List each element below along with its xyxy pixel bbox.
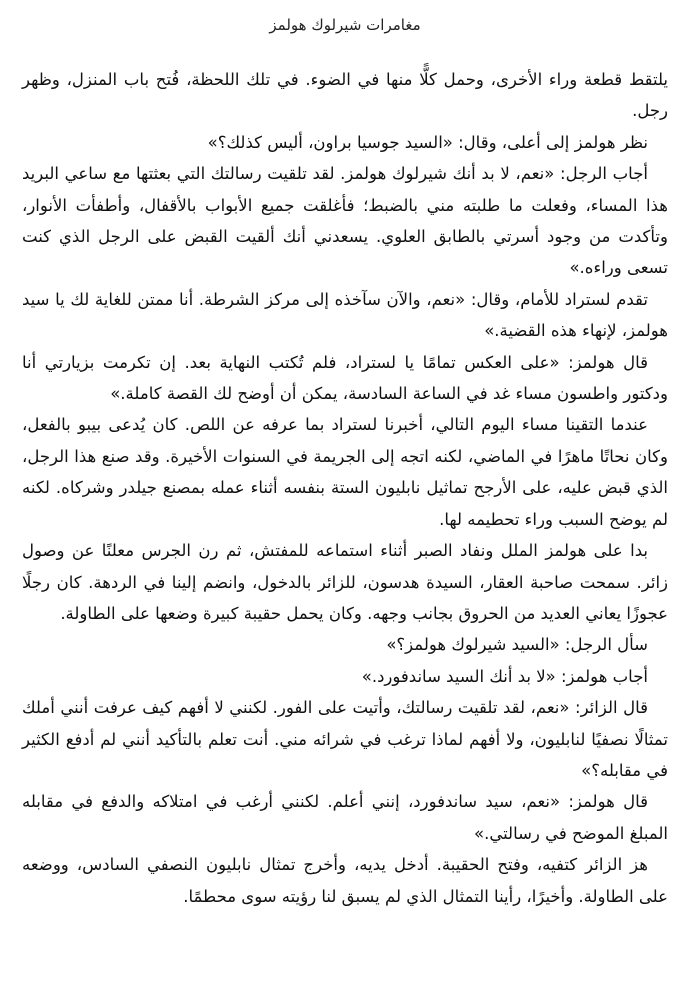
paragraph: قال هولمز: «على العكس تمامًا يا لستراد، فلم تُكتب النهاية بعد. إن تكرمت بزيارتي أنا ودكتور واطسون مساء غد في الساعة السادسة، يمكن أن أوضح لك القصة كاملة.» bbox=[22, 352, 668, 404]
paragraph: قال هولمز: «نعم، سيد ساندفورد، إنني أعلم. لكنني أرغب في امتلاكه والدفع في مقابله المبلغ الموضح في رسالتي.» bbox=[22, 792, 668, 843]
paragraph: يلتقط قطعة وراء الأخرى، وحمل كلًّا منها في الضوء. في تلك اللحظة، فُتح باب المنزل، وظهر رجل. bbox=[22, 70, 668, 121]
running-header: مغامرات شيرلوك هولمز bbox=[269, 16, 421, 34]
paragraph: قال الزائر: «نعم، لقد تلقيت رسالتك، وأتيت على الفور. لكنني لا أفهم كيف عرفت أنني أملك تمثالًا نصفيًا لنابليون، ولا أفهم لماذا ترغب في شرائه مني. أنت تعلم بالتأكيد أنني لم أدفع الكثير في مقابله؟» bbox=[22, 698, 668, 780]
paragraph: سأل الرجل: «السيد شيرلوك هولمز؟» bbox=[386, 635, 648, 655]
paragraph: نظر هولمز إلى أعلى، وقال: «السيد جوسيا براون، أليس كذلك؟» bbox=[207, 132, 648, 152]
paragraph: هز الزائر كتفيه، وفتح الحقيبة. أدخل يديه، وأخرج تمثال نابليون النصفي السادس، ووضعه على الطاولة. وأخيرًا، رأينا التمثال الذي لم يسبق لنا رؤيته سوى محطمًا. bbox=[22, 855, 668, 906]
paragraph: عندما التقينا مساء اليوم التالي، أخبرنا لستراد بما عرفه عن اللص. كان يُدعى بيبو بالفعل، وكان نحاتًا ماهرًا في الماضي، لكنه اتجه إلى الجريمة في السنوات الأخيرة. وقد صنع هذا الرجل، الذي قبض عليه، على الأرجح تماثيل نابليون الستة بنفسه أثناء عمله بمصنع جيلدر وشركاه. لكنه لم يوضح السبب وراء تحطيمه لها. bbox=[22, 415, 668, 529]
paragraph: أجاب هولمز: «لا بد أنك السيد ساندفورد.» bbox=[361, 666, 648, 686]
paragraph: تقدم لستراد للأمام، وقال: «نعم، والآن سآخذه إلى مركز الشرطة. أنا ممتن للغاية لك يا سيد هولمز، لإنهاء هذه القضية.» bbox=[22, 289, 668, 341]
paragraph: بدا على هولمز الملل ونفاد الصبر أثناء استماعه للمفتش، ثم رن الجرس معلنًا عن وصول زائر. سمحت صاحبة العقار، السيدة هدسون، للزائر بالدخول، وانضم إلينا في الردهة. كان رجلًا عجوزًا يعاني العديد من الحروق بجانب وجهه. وكان يحمل حقيبة كبيرة وضعها على الطاولة. bbox=[22, 541, 668, 623]
paragraph: أجاب الرجل: «نعم، لا بد أنك شيرلوك هولمز. لقد تلقيت رسالتك التي بعثتها مع ساعي البريد هذا المساء، وفعلت ما طلبته مني بالضبط؛ فأغلقت جميع الأبواب بالأقفال، وأطفأت الأنوار، وتأكدت من وجود أسرتي بالطابق العلوي. يسعدني أنك ألقيت القبض على الرجل الذي كنت تسعى وراءه.» bbox=[22, 164, 668, 278]
page-body bbox=[22, 64, 668, 912]
